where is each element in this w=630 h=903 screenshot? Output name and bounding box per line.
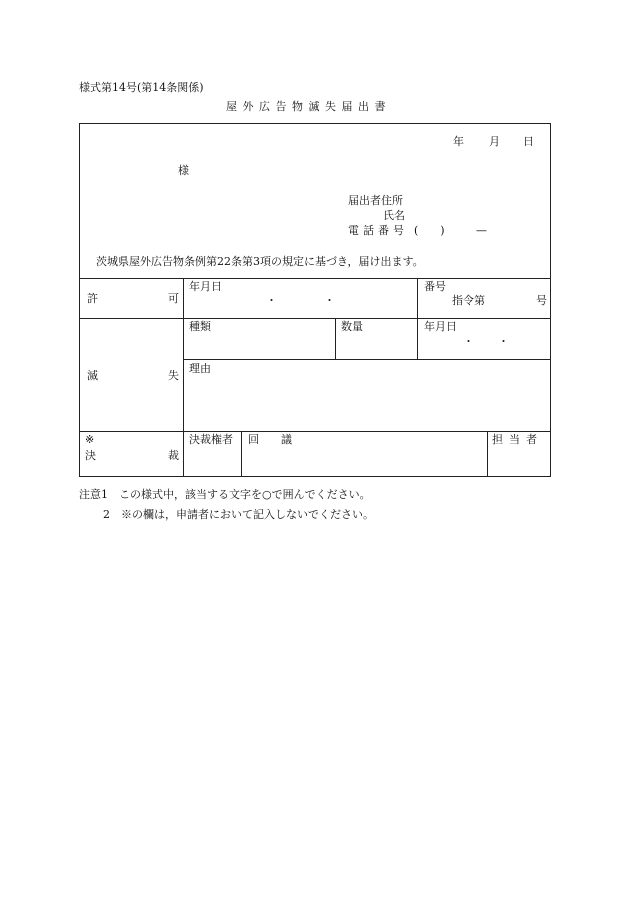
loss-quantity-label: 数量 bbox=[341, 320, 363, 333]
permit-date-label: 年月日 bbox=[189, 280, 222, 293]
permit-date-dot: ・ bbox=[266, 294, 277, 307]
phone-parens: ( ) bbox=[414, 224, 445, 237]
decision-label-right: 裁 bbox=[168, 449, 179, 462]
note-1: 注意1 この様式中，該当する文字を○で囲んでください。 bbox=[79, 488, 371, 501]
divider-loss-date bbox=[417, 318, 418, 359]
addressee-suffix: 様 bbox=[178, 164, 189, 177]
loss-type-label: 種類 bbox=[189, 320, 211, 333]
loss-date-dot: ・ bbox=[498, 335, 509, 348]
applicant-name-label: 氏名 bbox=[383, 209, 405, 222]
divider-loss-top bbox=[79, 318, 551, 319]
divider-permit-top bbox=[79, 278, 551, 279]
authority-label: 決裁権者 bbox=[189, 433, 233, 446]
person-in-charge-label: 担当者 bbox=[492, 433, 543, 446]
divider-label-column bbox=[183, 278, 184, 477]
decision-mark: ※ bbox=[85, 433, 95, 446]
permit-label-right: 可 bbox=[168, 292, 179, 305]
circulation-label: 回 議 bbox=[248, 433, 292, 446]
applicant-address-label: 届出者住所 bbox=[348, 194, 403, 207]
loss-date-dot: ・ bbox=[463, 335, 474, 348]
loss-label-right: 失 bbox=[168, 369, 179, 382]
loss-label-left: 滅 bbox=[87, 369, 98, 382]
divider-reason-top bbox=[183, 359, 551, 360]
decision-label-left: 決 bbox=[85, 449, 96, 462]
loss-date-label: 年月日 bbox=[424, 320, 457, 333]
phone-dash: — bbox=[476, 224, 487, 237]
divider-person-in-charge bbox=[487, 431, 488, 477]
declaration-text: 茨城県屋外広告物条例第22条第3項の規定に基づき，届け出ます。 bbox=[96, 255, 424, 268]
divider-loss-quantity bbox=[335, 318, 336, 359]
form-number: 様式第14号(第14条関係) bbox=[79, 81, 204, 94]
date-month-label: 月 bbox=[489, 135, 500, 148]
permit-label-left: 許 bbox=[87, 292, 98, 305]
page-title: 屋外広告物滅失届出書 bbox=[226, 100, 391, 113]
date-year-label: 年 bbox=[453, 135, 464, 148]
permit-number-label: 番号 bbox=[424, 280, 446, 293]
date-day-label: 日 bbox=[523, 135, 534, 148]
divider-decision-top bbox=[79, 431, 551, 432]
permit-number-suffix: 号 bbox=[536, 294, 547, 307]
divider-permit-number bbox=[417, 278, 418, 318]
divider-authority bbox=[241, 431, 242, 477]
permit-date-dot: ・ bbox=[324, 294, 335, 307]
loss-reason-label: 理由 bbox=[189, 362, 211, 375]
phone-label: 電話番号 bbox=[348, 224, 408, 237]
note-2: 2 ※の欄は，申請者において記入しないでください。 bbox=[103, 508, 374, 521]
permit-number-prefix: 指令第 bbox=[452, 294, 485, 307]
